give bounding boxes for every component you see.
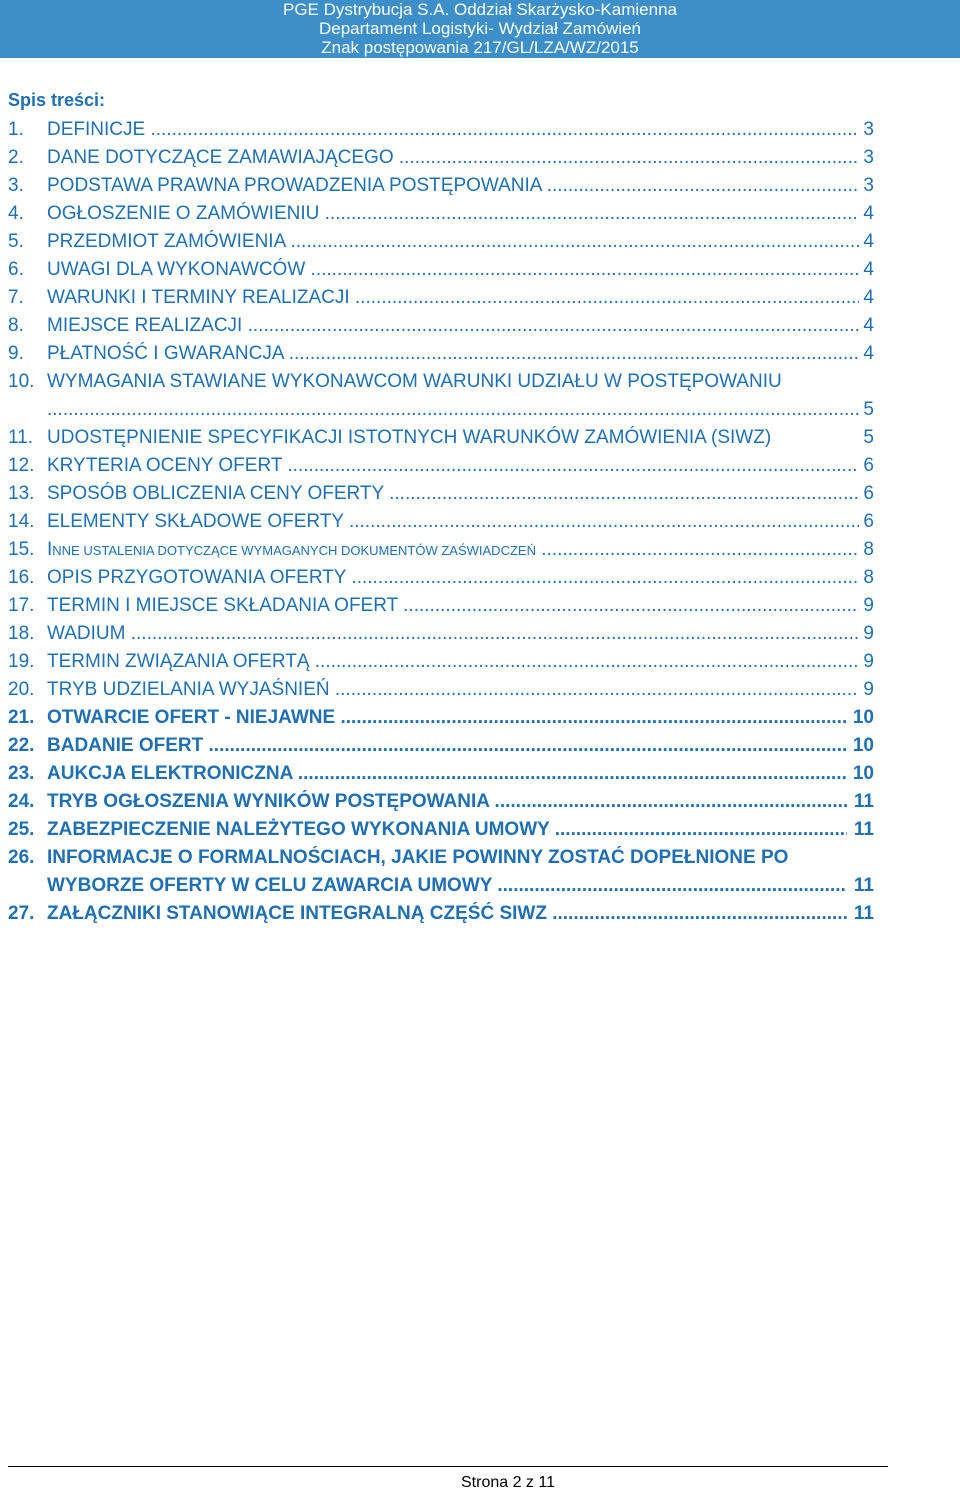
toc-entry-page: 3 (863, 175, 874, 196)
toc-entry-10[interactable] (0, 370, 900, 394)
document-header (0, 0, 960, 57)
toc-entry-number: 25. (8, 819, 35, 840)
toc-entry-title: BADANIE OFERT ..... (47, 734, 847, 758)
toc-entry-title: WADIUM ..... (47, 622, 859, 646)
toc-entry-page: 5 (863, 399, 874, 420)
toc-entry-page: 4 (863, 287, 874, 308)
toc-entry-number: 15. (8, 539, 35, 560)
toc-entry-23[interactable] (0, 762, 874, 786)
toc-entry-page: 10 (852, 707, 874, 728)
toc-entry-title: OTWARCIE OFERT - NIEJAWNE ..... (47, 706, 847, 730)
toc-entry-title: OGŁOSZENIE O ZAMÓWIENIU ..... (47, 202, 859, 226)
toc-entry-27[interactable] (0, 902, 874, 926)
toc-entry-title: TRYB UDZIELANIA WYJAŚNIEŃ ..... (47, 678, 859, 702)
toc-entry-25[interactable] (0, 818, 874, 842)
toc-entry-page: 11 (853, 875, 874, 896)
toc-entry-page: 4 (863, 259, 874, 280)
toc-entry-14[interactable] (0, 510, 874, 534)
toc-entry-title: DEFINICJE ..... (47, 118, 859, 142)
toc-entry-17[interactable] (0, 594, 874, 618)
toc-entry-11[interactable] (0, 426, 874, 450)
toc-entry-number: 21. (8, 707, 35, 728)
toc-entry-page: 5 (863, 427, 874, 448)
toc-entry-title: DANE DOTYCZĄCE ZAMAWIAJĄCEGO ..... (47, 146, 859, 170)
toc-entry-1[interactable] (0, 118, 874, 142)
toc-entry-24[interactable] (0, 790, 874, 814)
toc-entry-number: 2. (8, 147, 24, 168)
toc-entry-page: 9 (863, 679, 874, 700)
toc-entry-number: 14. (8, 511, 35, 532)
toc-entry-title: PRZEDMIOT ZAMÓWIENIA ..... (47, 230, 859, 254)
toc-entry-page: 9 (863, 651, 874, 672)
toc-entry-title: SPOSÓB OBLICZENIA CENY OFERTY ..... (47, 482, 859, 506)
toc-entry-title-initial: I (47, 539, 53, 560)
toc-title: Spis treści: (8, 90, 106, 110)
toc-entry-3[interactable] (0, 174, 874, 198)
toc-entry-15[interactable] (0, 538, 874, 562)
toc-entry-page: 4 (863, 343, 874, 364)
toc-entry-page: 4 (863, 231, 874, 252)
toc-entry-title: TRYB OGŁOSZENIA WYNIKÓW POSTĘPOWANIA ..... (47, 790, 847, 814)
toc-entry-title: OPIS PRZYGOTOWANIA OFERTY ..... (47, 566, 859, 590)
toc-entry-5[interactable] (0, 230, 874, 254)
toc-entry-number: 3. (8, 175, 24, 196)
toc-entry-number: 6. (8, 259, 24, 280)
toc-entry-12[interactable] (0, 454, 874, 478)
toc-entry-title: UWAGI DLA WYKONAWCÓW ..... (47, 258, 859, 282)
toc-entry-2[interactable] (0, 146, 874, 170)
toc-entry-title: ELEMENTY SKŁADOWE OFERTY ..... (47, 510, 859, 534)
toc-entry-9[interactable] (0, 342, 874, 366)
toc-entry-title-continuation: WYBORZE OFERTY W CELU ZAWARCIA UMOWY ..... (47, 874, 847, 898)
toc-entry-page: 8 (863, 539, 874, 560)
toc-entry-number: 4. (8, 203, 24, 224)
toc-entry-title (47, 538, 859, 563)
toc-entry-18[interactable] (0, 622, 874, 646)
toc-entry-20[interactable] (0, 678, 874, 702)
toc-entry-title: AUKCJA ELEKTRONICZNA ..... (47, 762, 847, 786)
toc-entry-page: 6 (863, 483, 874, 504)
toc-entry-page: 11 (853, 819, 874, 840)
toc-entry-number: 23. (8, 763, 35, 784)
toc-entry-number: 11. (8, 427, 34, 448)
toc-entry-26[interactable] (0, 846, 900, 870)
toc-entry-number: 8. (8, 315, 24, 336)
toc-entry-26-continuation[interactable] (0, 874, 874, 898)
toc-entry-page: 9 (863, 623, 874, 644)
toc-entry-number: 16. (8, 567, 35, 588)
toc-entry-page: 9 (863, 595, 874, 616)
toc-entry-title-continuation (47, 398, 859, 422)
toc-entry-number: 27. (8, 903, 35, 924)
toc-entry-title: WYMAGANIA STAWIANE WYKONAWCOM WARUNKI UDZIAŁU W POSTĘPOWANIU (47, 371, 782, 392)
toc-entry-page: 10 (852, 763, 874, 784)
toc-entry-number: 18. (8, 623, 35, 644)
toc-entry-number: 13. (8, 483, 35, 504)
toc-entry-title: TERMIN ZWIĄZANIA OFERTĄ ..... (47, 650, 859, 674)
toc-entry-title: ZABEZPIECZENIE NALEŻYTEGO WYKONANIA UMOWY ..... (47, 818, 847, 842)
toc-entry-title: INFORMACJE O FORMALNOŚCIACH, JAKIE POWINNY ZOSTAĆ DOPEŁNIONE PO (47, 847, 789, 868)
toc-entry-number: 26. (8, 847, 35, 868)
header-department: Departament Logistyki- Wydział Zamówień (318, 19, 642, 38)
toc-entry-6[interactable] (0, 258, 874, 282)
toc-entry-title: PODSTAWA PRAWNA PROWADZENIA POSTĘPOWANIA ..... (47, 174, 859, 198)
toc-entry-page: 6 (863, 511, 874, 532)
toc-entry-number: 17. (8, 595, 35, 616)
toc-entry-title: ZAŁĄCZNIKI STANOWIĄCE INTEGRALNĄ CZĘŚĆ SIWZ ..... (47, 902, 847, 926)
toc-entry-7[interactable] (0, 286, 874, 310)
toc-entry-8[interactable] (0, 314, 874, 338)
toc-entry-page: 11 (853, 903, 874, 924)
toc-entry-page: 3 (863, 147, 874, 168)
toc-entry-21[interactable] (0, 706, 874, 730)
toc-entry-title: TERMIN I MIEJSCE SKŁADANIA OFERT ..... (47, 594, 859, 618)
toc-entry-title: WARUNKI I TERMINY REALIZACJI ..... (47, 286, 859, 310)
toc-entry-page: 11 (853, 791, 874, 812)
toc-entry-page: 4 (863, 315, 874, 336)
toc-entry-number: 7. (8, 287, 24, 308)
toc-entry-number: 1. (8, 119, 24, 140)
toc-entry-page: 6 (863, 455, 874, 476)
toc-entry-13[interactable] (0, 482, 874, 506)
toc-entry-number: 19. (8, 651, 35, 672)
toc-entry-page: 10 (852, 735, 874, 756)
page-number: Strona 2 z 11 (461, 1474, 555, 1491)
header-company: PGE Dystrybucja S.A. Oddział Skarżysko-Kamienna (283, 0, 677, 19)
toc-entry-page: 4 (863, 203, 874, 224)
toc-entry-number: 5. (8, 231, 24, 252)
toc-entry-title: MIEJSCE REALIZACJI ..... (47, 314, 859, 338)
header-reference: Znak postępowania 217/GL/LZA/WZ/2015 (321, 38, 639, 57)
toc-entry-number: 12. (8, 455, 35, 476)
toc-entry-number: 24. (8, 791, 35, 812)
toc-entry-4[interactable] (0, 202, 874, 226)
toc-entry-16[interactable] (0, 566, 874, 590)
toc-entry-title: PŁATNOŚĆ I GWARANCJA ..... (47, 342, 859, 366)
footer-divider (8, 1466, 888, 1467)
toc-entry-title-rest: NNE USTALENIA DOTYCZĄCE WYMAGANYCH DOKUMENTÓW ZAŚWIADCZEŃ (52, 543, 536, 558)
toc-entry-10-continuation[interactable] (0, 398, 874, 422)
toc-entry-title: UDOSTĘPNIENIE SPECYFIKACJI ISTOTNYCH WARUNKÓW ZAMÓWIENIA (SIWZ) (47, 427, 772, 448)
toc-entry-page: 3 (863, 119, 874, 140)
toc-entry-page: 8 (863, 567, 874, 588)
toc-entry-number: 9. (8, 343, 24, 364)
toc-entry-19[interactable] (0, 650, 874, 674)
toc-entry-22[interactable] (0, 734, 874, 758)
toc-entry-number: 20. (8, 679, 35, 700)
toc-entry-title: KRYTERIA OCENY OFERT ..... (47, 454, 859, 478)
toc-entry-number: 10. (8, 371, 35, 392)
toc-entry-number: 22. (8, 735, 35, 756)
